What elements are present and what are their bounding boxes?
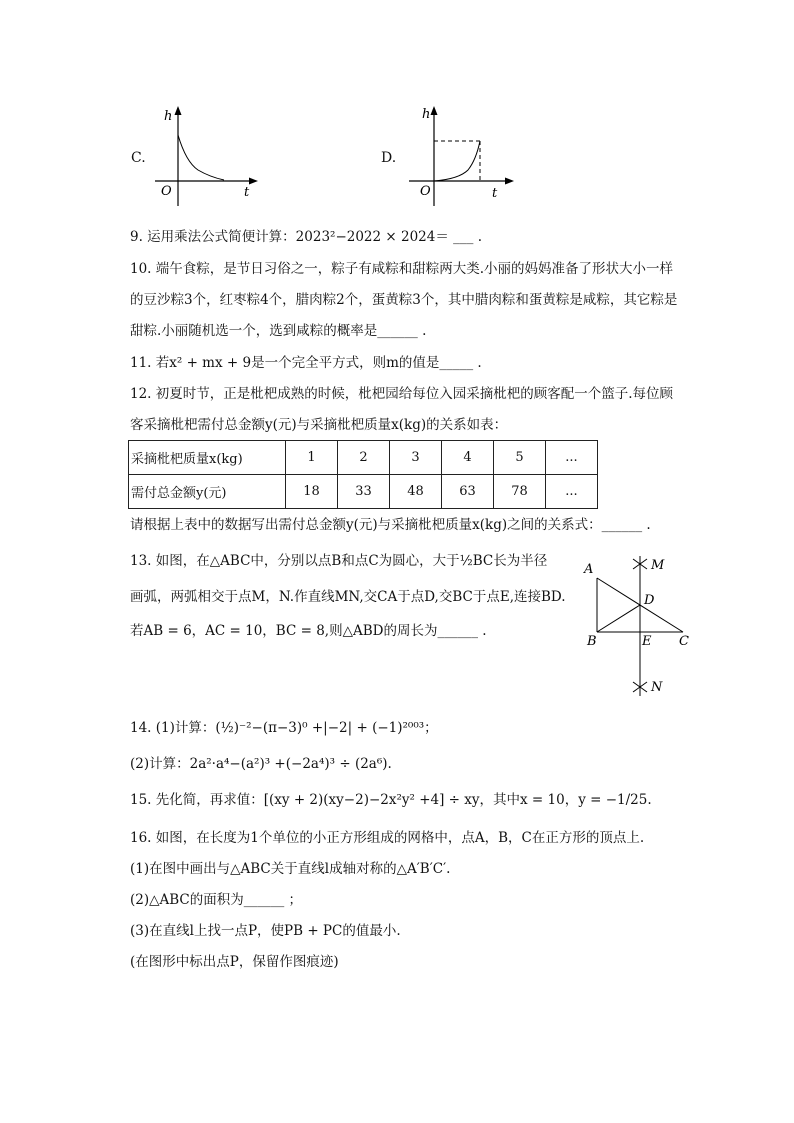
graph-d-origin: O	[420, 184, 431, 199]
question-14-line-1: 14. (1)计算：(½)⁻²−(π−3)⁰ +|−2| + (−1)²⁰⁰³；	[130, 720, 438, 736]
point-n-label: N	[651, 680, 663, 695]
graph-d	[404, 100, 516, 210]
graph-c-origin: O	[161, 184, 172, 199]
table-cell-y: 78	[494, 475, 546, 509]
graph-c-h-label: h	[164, 109, 173, 124]
table-row-x	[129, 441, 598, 475]
table-cell-y: ...	[546, 475, 598, 509]
option-c-label: C.	[131, 150, 146, 166]
segment-bd	[597, 605, 640, 632]
point-e-label: E	[642, 634, 652, 649]
point-c-label: C	[679, 634, 689, 649]
question-12-line-2: 客采摘枇杷需付总金额y(元)与采摘枇杷质量x(kg)的关系如表：	[130, 417, 508, 433]
question-16-line-3: (2)△ABC的面积为______ ；	[130, 892, 303, 908]
question-13-line-2: 画弧，两弧相交于点M，N.作直线MN,交CA于点D,交BC于点E,连接BD.	[130, 589, 566, 605]
table-cell-y: 33	[338, 475, 390, 509]
point-a-label: A	[584, 562, 594, 577]
question-14-line-2: (2)计算：2a²·a⁴−(a²)³ +(−2a⁴)³ ÷ (2a⁶).	[130, 756, 392, 772]
table-cell-y: 63	[442, 475, 494, 509]
question-16-line-1: 16. 如图，在长度为1个单位的小正方形组成的网格中，点A，B，C在正方形的顶点上.	[130, 830, 645, 846]
question-10-line-2: 的豆沙粽3个，红枣粽4个，腊肉粽2个，蛋黄粽3个，其中腊肉粽和蛋黄粽是咸粽，其它粽是	[130, 292, 678, 308]
table-row-x-label: 采摘枇杷质量x(kg)	[129, 441, 286, 475]
question-13-line-3: 若AB = 6，AC = 10，BC = 8,则△ABD的周长为______ .	[130, 623, 487, 639]
figure-13	[575, 548, 700, 708]
graph-d-t-label: t	[492, 186, 498, 201]
question-10-line-3: 甜粽.小丽随机选一个，选到咸粽的概率是______ .	[130, 323, 427, 339]
question-13-line-1: 13. 如图，在△ABC中，分别以点B和点C为圆心，大于½BC长为半径	[130, 553, 548, 569]
graph-d-curve	[434, 141, 480, 181]
point-d-label: D	[644, 593, 655, 608]
graph-c-y-arrow	[175, 106, 182, 115]
question-10-line-1: 10. 端午食粽，是节日习俗之一，粽子有咸粽和甜粽两大类.小丽的妈妈准备了形状大小一样	[130, 261, 674, 277]
question-15: 15. 先化简，再求值：[(xy + 2)(xy−2)−2x²y² +4] ÷ xy，其中x = 10，y = −1/25.	[130, 792, 652, 808]
question-11: 11. 若x² + mx + 9是一个完全平方式，则m的值是_____ .	[130, 355, 482, 371]
table-row-y-label: 需付总金额y(元)	[129, 475, 286, 509]
graph-c-curve	[178, 135, 224, 180]
table-cell-x: 5	[494, 441, 546, 475]
point-b-label: B	[587, 634, 597, 649]
table-cell-y: 48	[390, 475, 442, 509]
point-m-label: M	[651, 558, 665, 573]
question-16-line-5: (在图形中标出点P，保留作图痕迹)	[130, 954, 339, 970]
table-cell-x: 1	[286, 441, 338, 475]
question-12-line-1: 12. 初夏时节，正是枇杷成熟的时候，枇杷园给每位入园采摘枇杷的顾客配一个篮子.每位顾	[130, 386, 674, 402]
question-12-line-3: 请根据上表中的数据写出需付总金额y(元)与采摘枇杷质量x(kg)之间的关系式：______ .	[130, 517, 651, 533]
table-cell-x: 4	[442, 441, 494, 475]
graph-c	[150, 100, 260, 210]
question-16-line-2: (1)在图中画出与△ABC关于直线l成轴对称的△A′B′C′.	[130, 861, 451, 877]
graph-d-x-arrow	[505, 178, 514, 185]
graph-d-y-arrow	[431, 106, 438, 115]
option-d-label: D.	[381, 150, 397, 166]
question-12-table	[128, 440, 598, 509]
table-cell-y: 18	[286, 475, 338, 509]
graph-c-x-arrow	[249, 178, 258, 185]
question-16-line-4: (3)在直线l上找一点P，使PB + PC的值最小.	[130, 923, 401, 939]
table-cell-x: 2	[338, 441, 390, 475]
table-cell-x: ...	[546, 441, 598, 475]
graph-c-t-label: t	[244, 185, 250, 200]
question-9: 9. 运用乘法公式简便计算：2023²−2022 × 2024＝ ___ .	[130, 229, 482, 245]
table-row-y	[129, 475, 598, 509]
table-cell-x: 3	[390, 441, 442, 475]
graph-d-h-label: h	[422, 107, 431, 122]
